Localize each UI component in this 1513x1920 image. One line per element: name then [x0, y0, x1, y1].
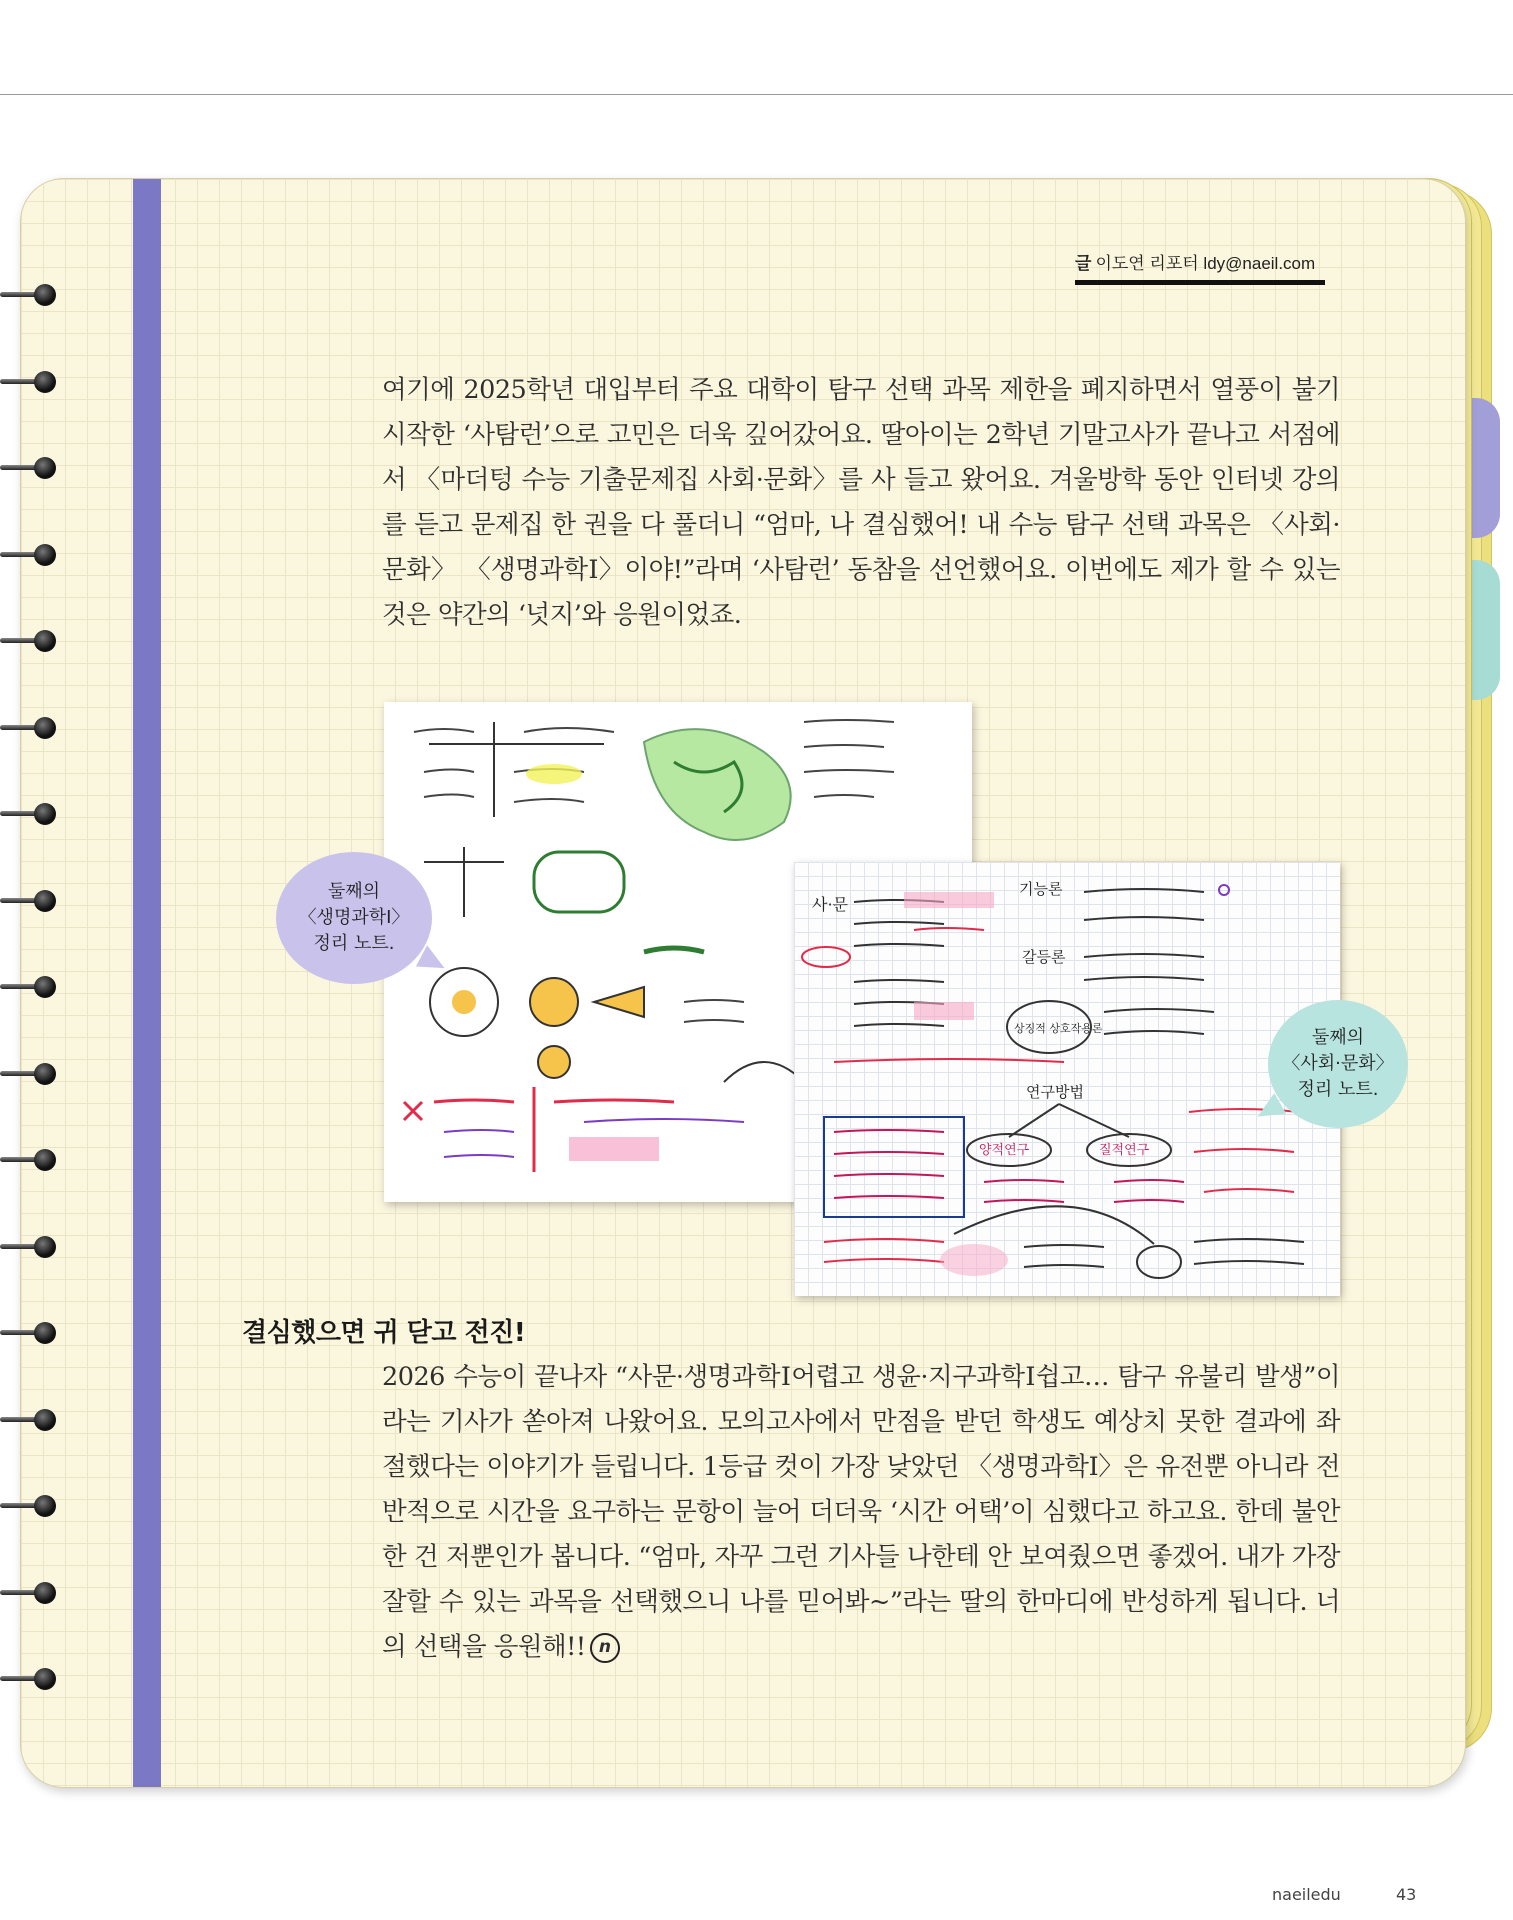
society-note-drawing [794, 862, 1340, 1296]
section-heading: 결심했으면 귀 닫고 전진! [242, 1318, 526, 1348]
spiral-ring [0, 1495, 58, 1517]
bubble-line: 정리 노트. [313, 933, 395, 954]
paragraph-1: 여기에 2025학년 대입부터 주요 대학이 탐구 선택 과목 제한을 폐지하면서 열풍이 불기 시작한 ‘사탐런’으로 고민은 더욱 깊어갔어요. 딸아이는 2학년 기말고사가 끝나고 서점에서 〈마더텅 수능 기출문제집 사회·문화〉를 사 들고 왔어요. 겨울방학 동안 인터넷 강의를 듣고 문제집 한 권을 다 풀더니 “엄마, 나 결심했어! 내 수능 탐구 선택 과목은 〈사회·문화〉 〈생명과학Ⅰ〉이야!”라며 ‘사탐런’ 동참을 선언했어요. 이번에도 제가 할 수 있는 것은 약간의 ‘넛지’와 응원이었죠. [382, 375, 1340, 630]
ring-hole [34, 1149, 56, 1171]
speech-bubble-biology [276, 852, 432, 984]
ring-hole [34, 1409, 56, 1431]
byline-author: 이도연 리포터 ldy@naeil.com [1095, 254, 1316, 273]
ring-hole [34, 890, 56, 912]
spiral-ring [0, 890, 58, 912]
ring-hole [34, 1582, 56, 1604]
note-label-research-methods: 연구방법 [1026, 1083, 1084, 1101]
spiral-ring [0, 1063, 58, 1085]
margin-bar [133, 179, 161, 1787]
ring-hole [34, 284, 56, 306]
note-label-quantitative: 양적연구 [979, 1143, 1030, 1158]
ring-hole [34, 1322, 56, 1344]
spiral-ring [0, 717, 58, 739]
footer-brand: naeiledu [1272, 1885, 1341, 1904]
bubble-line: 둘째의 [1311, 1027, 1365, 1048]
top-rule [0, 94, 1513, 95]
spiral-ring [0, 371, 58, 393]
spiral-ring [0, 976, 58, 998]
spiral-ring [0, 803, 58, 825]
note-label-sociology: 사·문 [812, 895, 848, 914]
spiral-ring [0, 1149, 58, 1171]
ring-hole [34, 717, 56, 739]
spiral-ring [0, 1236, 58, 1258]
paragraph-2-text: 2026 수능이 끝나자 “사문·생명과학Ⅰ어렵고 생윤·지구과학Ⅰ쉽고… 탐구 유불리 발생”이라는 기사가 쏟아져 나왔어요. 모의고사에서 만점을 받던 학생도 예상치 못한 결과에 좌절했다는 이야기가 들립니다. 1등급 컷이 가장 낮았던 〈생명과학Ⅰ〉은 유전뿐 아니라 전반적으로 시간을 요구하는 문항이 늘어 더더욱 ‘시간 어택’이 심했다고 하고요. 한데 불안한 건 저뿐인가 봅니다. “엄마, 자꾸 그런 기사들 나한테 안 보여줬으면 좋겠어. 내가 가장 잘할 수 있는 과목을 선택했으니 나를 믿어봐~”라는 딸의 한마디에 반성하게 됩니다. 너의 선택을 응원해!! [382, 1362, 1340, 1662]
note-label-qualitative: 질적연구 [1099, 1143, 1150, 1158]
ring-hole [34, 1063, 56, 1085]
page-number: 43 [1396, 1885, 1417, 1904]
byline [1075, 249, 1315, 274]
society-note-photo [794, 862, 1340, 1296]
spiral-ring [0, 284, 58, 306]
byline-rule [1075, 280, 1325, 285]
spiral-ring [0, 1582, 58, 1604]
spiral-ring [0, 1322, 58, 1344]
ring-hole [34, 371, 56, 393]
ring-hole [34, 803, 56, 825]
ring-hole [34, 976, 56, 998]
speech-bubble-society [1268, 1000, 1408, 1128]
spiral-ring [0, 544, 58, 566]
spiral-ring [0, 1409, 58, 1431]
spiral-ring [0, 630, 58, 652]
bubble-line: 둘째의 [327, 881, 381, 902]
note-label-symbolic-interaction: 상징적 상호작용론 [1014, 1022, 1103, 1035]
spiral-ring [0, 457, 58, 479]
ring-hole [34, 630, 56, 652]
bubble-line: 〈사회·문화〉 [1282, 1053, 1394, 1074]
ring-hole [34, 1236, 56, 1258]
ring-hole [34, 1668, 56, 1690]
byline-label: 글 [1075, 254, 1092, 273]
ring-hole [34, 457, 56, 479]
bubble-line: 〈생명과학Ⅰ〉 [298, 907, 410, 928]
ring-hole [34, 1495, 56, 1517]
note-label-conflict-theory: 갈등론 [1022, 948, 1066, 966]
paragraph-2 [382, 1355, 1340, 1670]
end-mark-icon: n [590, 1633, 620, 1663]
note-label-functionalism: 기능론 [1019, 880, 1063, 898]
bubble-line: 정리 노트. [1297, 1079, 1379, 1100]
spiral-ring [0, 1668, 58, 1690]
ring-hole [34, 544, 56, 566]
